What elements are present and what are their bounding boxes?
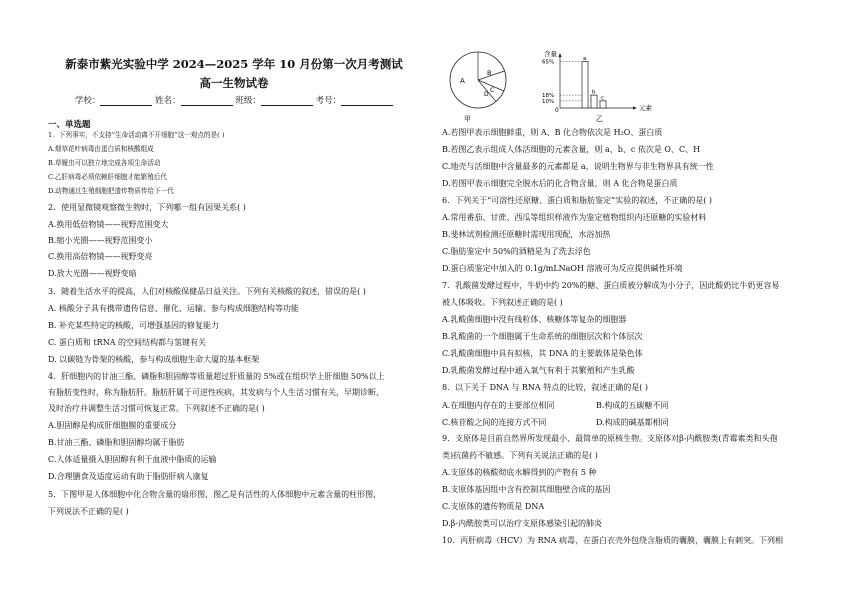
question-line: 8．以下关于 DNA 与 RNA 特点的比较，叙述正确的是( )	[442, 383, 649, 392]
option-line: A.常用番茄、甘蔗、西瓜等组织样液作为鉴定植物组织内还原糖的实验材料	[442, 213, 707, 222]
class-label: 班级：	[235, 96, 261, 106]
question-line: 3．随着生活水平的提高，人们对核酸保健品日益关注。下列有关核酸的叙述，错误的是( )	[48, 287, 366, 296]
school-blank[interactable]	[100, 97, 152, 106]
id-label: 考号：	[315, 96, 342, 106]
option-line: D.合理膳食及适度运动有助于脂肪肝病人康复	[48, 472, 209, 481]
exam-subtitle: 高一生物试卷	[199, 76, 269, 90]
question-line: 有脂肪变性时，称为脂肪肝。脂肪肝属于可逆性疾病，其发病与个人生活习惯有关，早期诊断、	[48, 388, 384, 397]
option-line: B.乳酸菌的一个细胞属于生命系统的细胞层次和个体层次	[442, 332, 643, 341]
question-line: 4．肝细胞内的甘油三酯、磷脂和胆固醇等质量超过肝质量的 5%或在组织学上肝细胞 50%以上	[48, 372, 385, 381]
x-axis-label: 元素	[639, 104, 652, 112]
student-info-row	[48, 94, 420, 106]
question-line: 被人体吸收。下列叙述正确的是( )	[442, 298, 563, 307]
option-line: D.乳酸菌发酵过程中通入氧气有利于其繁殖和产生乳酸	[442, 366, 635, 375]
option-line: C.乳酸菌细胞中具有拟核，其 DNA 的主要载体是染色体	[442, 349, 643, 358]
name-label: 姓名：	[155, 96, 181, 106]
option-line: B.斐林试剂检测还原糖时需现用现配，水浴加热	[442, 230, 611, 239]
pie-label: B	[487, 69, 492, 77]
option-line: B.甘油三酯、磷脂和胆固醇均属于脂肪	[48, 438, 185, 447]
question-line: 6．下列关于“可溶性还原糖、蛋白质和脂肪鉴定”实验的叙述，不正确的是( )	[442, 196, 713, 205]
option-line: A.在细胞内存在的主要部位相同	[442, 401, 555, 410]
question-line: 及时治疗并调整生活习惯可恢复正常。下列叙述不正确的是( )	[48, 404, 265, 413]
option-line: D. 以碳链为骨架的核酸，参与构成细胞生命大厦的基本框架	[48, 355, 260, 364]
class-blank[interactable]	[261, 97, 313, 106]
bar	[582, 62, 588, 108]
pie-label: A	[460, 77, 465, 85]
question-line: 下列说法不正确的是( )	[48, 507, 129, 516]
bar	[591, 95, 597, 108]
option-line: D.放大光圈——视野变暗	[48, 269, 137, 278]
option-line: A.乳酸菌细胞中没有线粒体、核糖体等复杂的细胞器	[442, 315, 627, 324]
origin-label: 0	[555, 107, 559, 114]
option-line: D.蛋白质鉴定中加入的 0.1g/mLNaOH 溶液可为反应提供碱性环境	[442, 264, 683, 273]
option-line: A.若图甲表示细胞鲜重，则 A、B 化合物依次是 H₂O、蛋白质	[442, 128, 663, 137]
exam-title: 新泰市紫光实验中学 2024—2025 学年 10 月份第一次月考测试	[65, 57, 403, 71]
option-line: D.动物通过生殖细胞把遗传物质传给下一代	[48, 187, 174, 195]
question-line: 9．支原体是目前自然界所发现最小、最简单的原核生物。支原体对β-内酰胺类(青霉素类和头孢	[442, 434, 778, 443]
question-line: 类)抗菌药不敏感。下列有关说法正确的是( )	[442, 451, 598, 460]
option-line: C.地壳与活细胞中含量最多的元素都是 a，说明生物界与非生物界具有统一性	[442, 162, 714, 171]
bar-group	[542, 56, 608, 108]
question-line: 7．乳酸菌发酵过程中，牛奶中约 20%的糖、蛋白质被分解成为小分子，因此酸奶比牛奶更容易	[442, 281, 780, 290]
option-line: B.构成的五碳糖不同	[596, 401, 669, 410]
pie-chart-figure	[442, 48, 522, 124]
option-line: A.胆固醇是构成肝细胞膜的重要成分	[48, 421, 177, 430]
option-line: A.换用低倍物镜——视野范围变大	[48, 220, 169, 229]
y-tick-label: 65%	[542, 59, 555, 66]
option-line: B.缩小光圈——视野范围变小	[48, 236, 153, 245]
bar-label: a	[583, 56, 587, 63]
option-line: B. 补充某些特定的核酸，可增强基因的修复能力	[48, 321, 219, 330]
option-line: C.核苷酸之间的连接方式不同	[442, 418, 547, 427]
y-axis-arrow	[558, 53, 561, 57]
option-line: B.草履虫可以独立地完成各项生命活动	[48, 159, 161, 167]
option-line: D.若图甲表示细胞完全脱水后的化合物含量，则 A 化合物是蛋白质	[442, 179, 678, 188]
pie-label: D	[484, 91, 489, 98]
bar-chart-figure	[530, 48, 680, 124]
pie-caption: 甲	[464, 115, 471, 123]
option-line: C.乙肝病毒必须依赖肝细胞才能繁殖后代	[48, 173, 167, 181]
option-line: C. 蛋白质和 tRNA 的空间结构都与氢键有关	[48, 338, 207, 347]
option-line: A.支原体的核酸彻底水解得到的产物有 5 种	[442, 468, 597, 477]
question-line: 2．使用显微镜观察微生物时，下列哪一组有因果关系( )	[48, 203, 246, 212]
section-heading: 一、单选题	[48, 120, 91, 130]
question-line: 1．下列事实，不支持“生命活动离不开细胞”这一观点的是( )	[48, 131, 225, 139]
option-line: A.烟草花叶病毒由蛋白质和核酸组成	[48, 145, 154, 153]
option-line: C.人体适量摄入胆固醇有利于血液中脂质的运输	[48, 455, 217, 464]
question-line: 5．下图甲是人体细胞中化合物含量的扇形图，图乙是有活性的人体细胞中元素含量的柱形图，	[48, 490, 382, 499]
option-line: A. 核酸分子具有携带遗传信息、催化、运输、参与构成细胞结构等功能	[48, 304, 299, 313]
option-line: B.若图乙表示组成人体活细胞的元素含量，则 a、b、c 依次是 O、C、H	[442, 145, 701, 154]
name-blank[interactable]	[181, 97, 233, 106]
x-axis-arrow	[633, 106, 637, 109]
option-line: C.支原体的遗传物质是 DNA	[442, 502, 545, 511]
id-blank[interactable]	[341, 97, 393, 106]
bar-label: b	[592, 89, 596, 96]
bar-caption: 乙	[596, 115, 603, 123]
y-tick-label: 18%	[542, 93, 555, 100]
option-line: C.换用高倍物镜——视野变亮	[48, 252, 153, 261]
option-line: B.支原体基因组中含有控制其细胞壁合成的基因	[442, 485, 611, 494]
question-line: 10．丙肝病毒（HCV）为 RNA 病毒，在蛋白衣壳外包绕含脂质的囊膜，囊膜上有刺突。下列相	[442, 536, 783, 545]
y-axis-label: 含量	[544, 50, 557, 58]
option-line: C.脂肪鉴定中 50%的酒精是为了洗去浮色	[442, 247, 591, 256]
option-line: D.构成的碱基都相同	[596, 418, 669, 427]
option-line: D.β-内酰胺类可以治疗支原体感染引起的肺炎	[442, 519, 602, 528]
pie-label: C	[490, 87, 495, 94]
bar-label: c	[601, 95, 605, 102]
bar	[600, 101, 606, 108]
y-tick-label: 10%	[542, 98, 555, 105]
school-label: 学校：	[74, 96, 101, 106]
